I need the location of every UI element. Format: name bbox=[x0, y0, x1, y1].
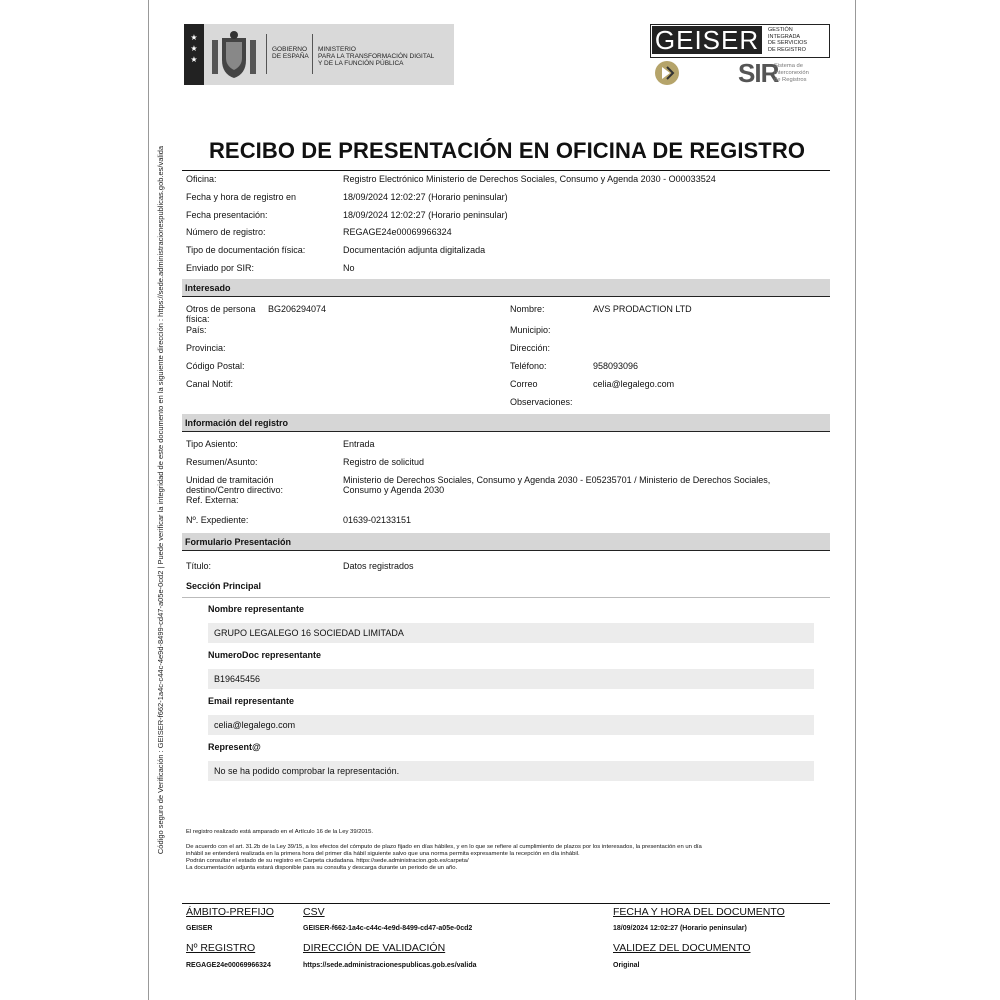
oficina-value: Registro Electrónico Ministerio de Derechos Sociales, Consumo y Agenda 2030 - O00033524 bbox=[343, 174, 716, 184]
field-value-nombre: GRUPO LEGALEGO 16 SOCIEDAD LIMITADA bbox=[208, 623, 814, 643]
unidad-value-1: Ministerio de Derechos Sociales, Consumo y Agenda 2030 - E05235701 / Ministerio de Derechos Sociales, bbox=[343, 475, 771, 485]
footer-note-5: La documentación adjunta estará disponible para su consulta y descarga durante un periodo de un año. bbox=[186, 865, 458, 871]
footer-rule bbox=[182, 903, 830, 904]
fecha-presentacion-label: Fecha presentación: bbox=[186, 210, 268, 220]
tipo-asiento-value: Entrada bbox=[343, 439, 375, 449]
numero-registro-value: REGAGE24e00069966324 bbox=[343, 227, 452, 237]
tipo-doc-label: Tipo de documentación física: bbox=[186, 245, 306, 255]
titulo-value: Datos registrados bbox=[343, 561, 414, 571]
footer-note-4: Podrán consultar el estado de su registro en Carpeta ciudadana. https://sede.administracion.gob.es/carpeta/ bbox=[186, 858, 469, 864]
csv-heading: CSV bbox=[303, 906, 325, 918]
field-label-email: Email representante bbox=[208, 696, 295, 706]
ministerio-text: MINISTERIO PARA LA TRANSFORMACIÓN DIGITAL Y DE LA FUNCIÓN PÚBLICA bbox=[318, 46, 435, 67]
gobierno-text: GOBIERNO DE ESPAÑA bbox=[272, 46, 309, 60]
tipo-asiento-label: Tipo Asiento: bbox=[186, 439, 238, 449]
canal-notif-label: Canal Notif: bbox=[186, 379, 234, 389]
resumen-label: Resumen/Asunto: bbox=[186, 457, 258, 467]
correo-label: Correo bbox=[510, 379, 538, 389]
page-title: RECIBO DE PRESENTACIÓN EN OFICINA DE REGISTRO bbox=[208, 138, 806, 163]
coat-of-arms-icon bbox=[210, 30, 258, 80]
telefono-label: Teléfono: bbox=[510, 361, 547, 371]
enviado-sir-value: No bbox=[343, 263, 355, 273]
title-rule bbox=[182, 170, 830, 171]
nombre-value: AVS PRODACTION LTD bbox=[593, 304, 692, 314]
expediente-value: 01639-02133151 bbox=[343, 515, 412, 525]
ambito-value: GEISER bbox=[186, 925, 213, 932]
eu-flag-icon: ★ ★ ★ bbox=[184, 24, 204, 85]
fecha-registro-label: Fecha y hora de registro en bbox=[186, 192, 297, 202]
provincia-label: Provincia: bbox=[186, 343, 226, 353]
fecha-presentacion-value: 18/09/2024 12:02:27 (Horario peninsular) bbox=[343, 210, 508, 220]
footer-note-1: El registro realizado está amparado en el Artículo 16 de la Ley 39/2015. bbox=[186, 829, 373, 835]
field-value-numdoc: B19645456 bbox=[208, 669, 814, 689]
pais-label: País: bbox=[186, 325, 207, 335]
resumen-value: Registro de solicitud bbox=[343, 457, 425, 467]
codigo-postal-label: Código Postal: bbox=[186, 361, 245, 371]
geiser-emblem-icon bbox=[654, 60, 680, 86]
correo-value: celia@legalego.com bbox=[593, 379, 675, 389]
section-formulario: Formulario Presentación bbox=[182, 533, 830, 551]
field-label-represent: Represent@ bbox=[208, 742, 261, 752]
unidad-label-2: destino/Centro directivo: bbox=[186, 485, 284, 495]
oficina-label: Oficina: bbox=[186, 174, 217, 184]
unidad-label-1: Unidad de tramitación bbox=[186, 475, 274, 485]
municipio-label: Municipio: bbox=[510, 325, 551, 335]
field-value-email: celia@legalego.com bbox=[208, 715, 814, 735]
footer-note-3: inhábil se entenderá realizada en la primera hora del primer día hábil siguiente salvo que una norma permita expresamente la recepción en día inhábil. bbox=[186, 851, 580, 857]
csv-value: GEISER-f662-1a4c-c44c-4e9d-8499-cd47-a05e-0cd2 bbox=[303, 925, 473, 932]
seccion-principal-heading: Sección Principal bbox=[186, 581, 262, 591]
observaciones-label: Observaciones: bbox=[510, 397, 573, 407]
numero-registro-label: Número de registro: bbox=[186, 227, 266, 237]
section-registro: Información del registro bbox=[182, 414, 830, 432]
sir-subtitle: Sistema de Interconexión de Registros bbox=[774, 63, 809, 83]
expediente-label: Nº. Expediente: bbox=[186, 515, 249, 525]
seccion-rule bbox=[182, 597, 830, 598]
direccion-validacion-heading: DIRECCIÓN DE VALIDACIÓN bbox=[303, 942, 446, 954]
ambito-heading: ÁMBITO-PREFIJO bbox=[186, 906, 274, 918]
direccion-validacion-link[interactable]: https://sede.administracionespublicas.gob.es/valida bbox=[303, 962, 477, 969]
validez-heading: VALIDEZ DEL DOCUMENTO bbox=[613, 942, 751, 954]
titulo-label: Título: bbox=[186, 561, 212, 571]
geiser-logo: GEISER GESTIÓN INTEGRADA DE SERVICIOS DE REGISTRO SIR Sistema de Interconexión de Registros bbox=[650, 24, 830, 86]
gobierno-logo bbox=[184, 24, 454, 85]
telefono-value: 958093096 bbox=[593, 361, 639, 371]
unidad-value-2: Consumo y Agenda 2030 bbox=[343, 485, 445, 495]
nombre-label: Nombre: bbox=[510, 304, 545, 314]
ref-externa-label: Ref. Externa: bbox=[186, 495, 239, 505]
nregistro-value: REGAGE24e00069966324 bbox=[186, 962, 271, 969]
footer-note-2: De acuerdo con el art. 31.2b de la Ley 39/15, a los efectos del cómputo de plazo fijado en días hábiles, y en lo que se refiere al cumplimiento de plazos por los interesados, la presentación en un día bbox=[186, 844, 702, 850]
field-value-represent: No se ha podido comprobar la representación. bbox=[208, 761, 814, 781]
otros-persona-label: Otros de persona física: bbox=[186, 304, 256, 324]
field-label-numdoc: NumeroDoc representante bbox=[208, 650, 322, 660]
fecha-doc-value: 18/09/2024 12:02:27 (Horario peninsular) bbox=[613, 925, 747, 932]
fecha-doc-heading: FECHA Y HORA DEL DOCUMENTO bbox=[613, 906, 785, 918]
sir-logo-text: SIR bbox=[738, 58, 779, 88]
verification-side-text: Código seguro de Verificación : GEISER-f662-1a4c-c44c-4e9d-8499-cd47-a05e-0cd2 | Puede verificar la integridad de este documento en la siguiente dirección : https://sede.administracionespublicas.gob.es/valida bbox=[156, 145, 165, 855]
tipo-doc-value: Documentación adjunta digitalizada bbox=[343, 245, 486, 255]
field-label-nombre: Nombre representante bbox=[208, 604, 305, 614]
fecha-registro-value: 18/09/2024 12:02:27 (Horario peninsular) bbox=[343, 192, 508, 202]
direccion-label: Dirección: bbox=[510, 343, 551, 353]
nregistro-heading: Nº REGISTRO bbox=[186, 942, 256, 954]
geiser-subtitle: GESTIÓN INTEGRADA DE SERVICIOS DE REGISTRO bbox=[768, 27, 808, 53]
section-interesado: Interesado bbox=[182, 279, 830, 297]
validez-value: Original bbox=[613, 962, 640, 969]
enviado-sir-label: Enviado por SIR: bbox=[186, 263, 255, 273]
otros-persona-value: BG206294074 bbox=[268, 304, 327, 314]
